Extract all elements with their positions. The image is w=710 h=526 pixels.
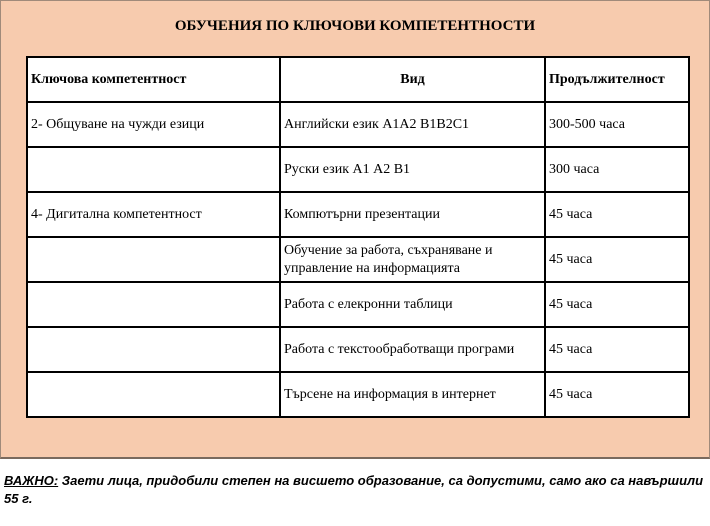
header-type: Вид [280,57,545,102]
table-row [27,372,689,417]
cell-competence [27,372,280,417]
header-duration: Продължителност [545,57,689,102]
cell-duration: 45 часа [545,372,689,417]
table-row [27,282,689,327]
cell-type: Работа с елекронни таблици [280,282,545,327]
cell-duration: 45 часа [545,282,689,327]
important-label: ВАЖНО: [4,473,59,488]
table-row [27,147,689,192]
cell-duration: 45 часа [545,237,689,282]
cell-duration: 45 часа [545,327,689,372]
header-competence: Ключова компетентност [27,57,280,102]
cell-competence [27,237,280,282]
cell-competence [27,147,280,192]
cell-competence [27,282,280,327]
table-row [27,237,689,282]
cell-duration: 45 часа [545,192,689,237]
cell-duration: 300 часа [545,147,689,192]
cell-duration: 300-500 часа [545,102,689,147]
cell-competence [27,327,280,372]
cell-type: Търсене на информация в интернет [280,372,545,417]
cell-type: Английски език А1А2 В1В2С1 [280,102,545,147]
important-note [4,472,708,508]
cell-type: Компютърни презентации [280,192,545,237]
cell-type: Работа с текстообработващи програми [280,327,545,372]
cell-type: Руски език А1 А2 В1 [280,147,545,192]
cell-competence: 2- Общуване на чужди езици [27,102,280,147]
table-row [27,327,689,372]
cell-type: Обучение за работа, съхраняване и управление на информацията [280,237,545,282]
courses-table [26,56,690,418]
table-header-row [27,57,689,102]
page-title: ОБУЧЕНИЯ ПО КЛЮЧОВИ КОМПЕТЕНТНОСТИ [174,18,536,34]
table-row [27,192,689,237]
table-row [27,102,689,147]
cell-competence: 4- Дигитална компетентност [27,192,280,237]
important-text: Заети лица, придобили степен на висшето образование, са допустими, само ако са навършили 55 г. [4,473,704,506]
